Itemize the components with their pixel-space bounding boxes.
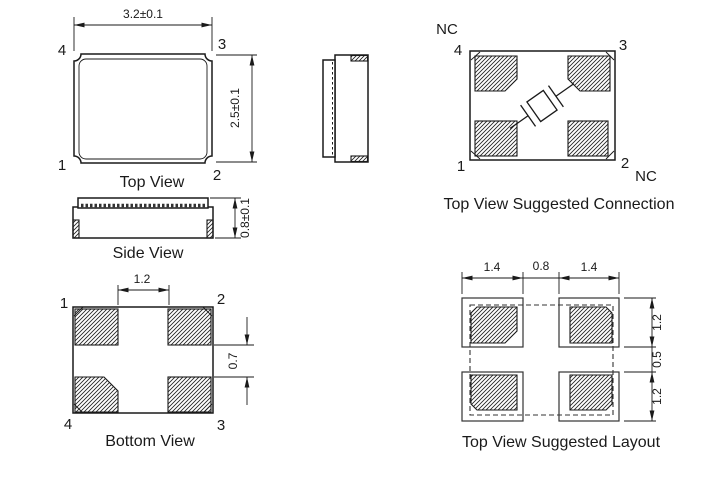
bottom-view-pad2 bbox=[168, 309, 211, 345]
top-view-width-label: 3.2±0.1 bbox=[123, 7, 163, 21]
layout-pad-bottom-left bbox=[471, 375, 517, 410]
top-view-pin4-label: 4 bbox=[57, 42, 67, 59]
side-view-thickness-label: 0.8±0.1 bbox=[238, 198, 252, 238]
layout-dim-right-center-label: 0.5 bbox=[650, 351, 664, 368]
top-view-body bbox=[74, 54, 212, 163]
layout-view bbox=[462, 259, 664, 451]
layout-dim-right-top-label: 1.2 bbox=[650, 314, 664, 331]
connection-pin3-label: 3 bbox=[618, 37, 628, 54]
side-view-title: Side View bbox=[112, 245, 184, 262]
top-view bbox=[58, 7, 257, 191]
end-view-bottom-pad bbox=[351, 156, 368, 162]
bottom-view-pin4-label: 4 bbox=[63, 416, 73, 433]
extension-lines bbox=[118, 285, 169, 305]
bottom-view-pad1 bbox=[75, 309, 118, 345]
top-view-title: Top View bbox=[119, 174, 185, 191]
bottom-view-spacing-dimension bbox=[214, 317, 254, 405]
connection-view-pad2 bbox=[568, 121, 608, 156]
connection-view-pad3 bbox=[568, 56, 610, 91]
side-view-left-pad bbox=[73, 220, 79, 238]
connection-view bbox=[436, 21, 674, 213]
layout-top-dimensions bbox=[462, 259, 619, 294]
connection-view-pad1 bbox=[475, 121, 517, 156]
bottom-view bbox=[60, 272, 254, 450]
bottom-view-pin2-label: 2 bbox=[216, 291, 226, 308]
layout-dim-right-bottom-label: 1.2 bbox=[650, 388, 664, 405]
top-view-pin2-label: 2 bbox=[212, 167, 222, 184]
bottom-view-gap-dimension bbox=[118, 272, 169, 305]
connection-pin1-label: 1 bbox=[456, 158, 466, 175]
top-view-height-dimension bbox=[216, 55, 257, 162]
top-view-pin1-label: 1 bbox=[57, 157, 67, 174]
bottom-view-spacing-label: 0.7 bbox=[226, 352, 240, 370]
extension-lines bbox=[74, 17, 212, 51]
side-view-right-pad bbox=[207, 220, 213, 238]
layout-dim-top-center-label: 0.8 bbox=[532, 259, 550, 273]
connection-view-title: Top View Suggested Connection bbox=[443, 196, 675, 213]
end-view-base bbox=[335, 55, 368, 162]
layout-dim-top-left-label: 1.4 bbox=[483, 260, 501, 274]
layout-dim-top-right-label: 1.4 bbox=[580, 260, 598, 274]
bottom-view-pin3-label: 3 bbox=[216, 417, 226, 434]
end-view bbox=[323, 55, 368, 162]
side-view-base bbox=[73, 207, 213, 238]
bottom-view-title: Bottom View bbox=[105, 433, 195, 450]
side-view-lid bbox=[78, 198, 208, 208]
layout-view-title: Top View Suggested Layout bbox=[461, 434, 661, 451]
layout-right-dimensions bbox=[624, 298, 664, 421]
end-view-top-pad bbox=[351, 56, 368, 62]
bottom-view-gap-label: 1.2 bbox=[133, 272, 151, 286]
top-view-width-dimension bbox=[74, 7, 212, 51]
side-view bbox=[73, 198, 252, 262]
layout-pad-top-right bbox=[570, 307, 612, 343]
layout-pad-bottom-right bbox=[570, 375, 612, 410]
connection-nc-bottom-label: NC bbox=[635, 168, 657, 185]
end-view-lid bbox=[323, 60, 335, 157]
bottom-view-pad3 bbox=[168, 377, 211, 412]
layout-pad-top-left bbox=[471, 307, 517, 343]
connection-pin4-label: 4 bbox=[453, 42, 463, 59]
extension-lines bbox=[462, 272, 619, 294]
connection-pin2-label: 2 bbox=[620, 155, 630, 172]
bottom-view-pin1-label: 1 bbox=[59, 295, 69, 312]
side-view-thickness-dimension bbox=[210, 198, 252, 238]
top-view-pin3-label: 3 bbox=[217, 36, 227, 53]
connection-nc-top-label: NC bbox=[436, 21, 458, 38]
top-view-height-label: 2.5±0.1 bbox=[228, 88, 242, 128]
connection-view-pad4 bbox=[475, 56, 517, 91]
top-view-package-outline bbox=[74, 54, 212, 163]
extension-lines bbox=[210, 198, 241, 238]
